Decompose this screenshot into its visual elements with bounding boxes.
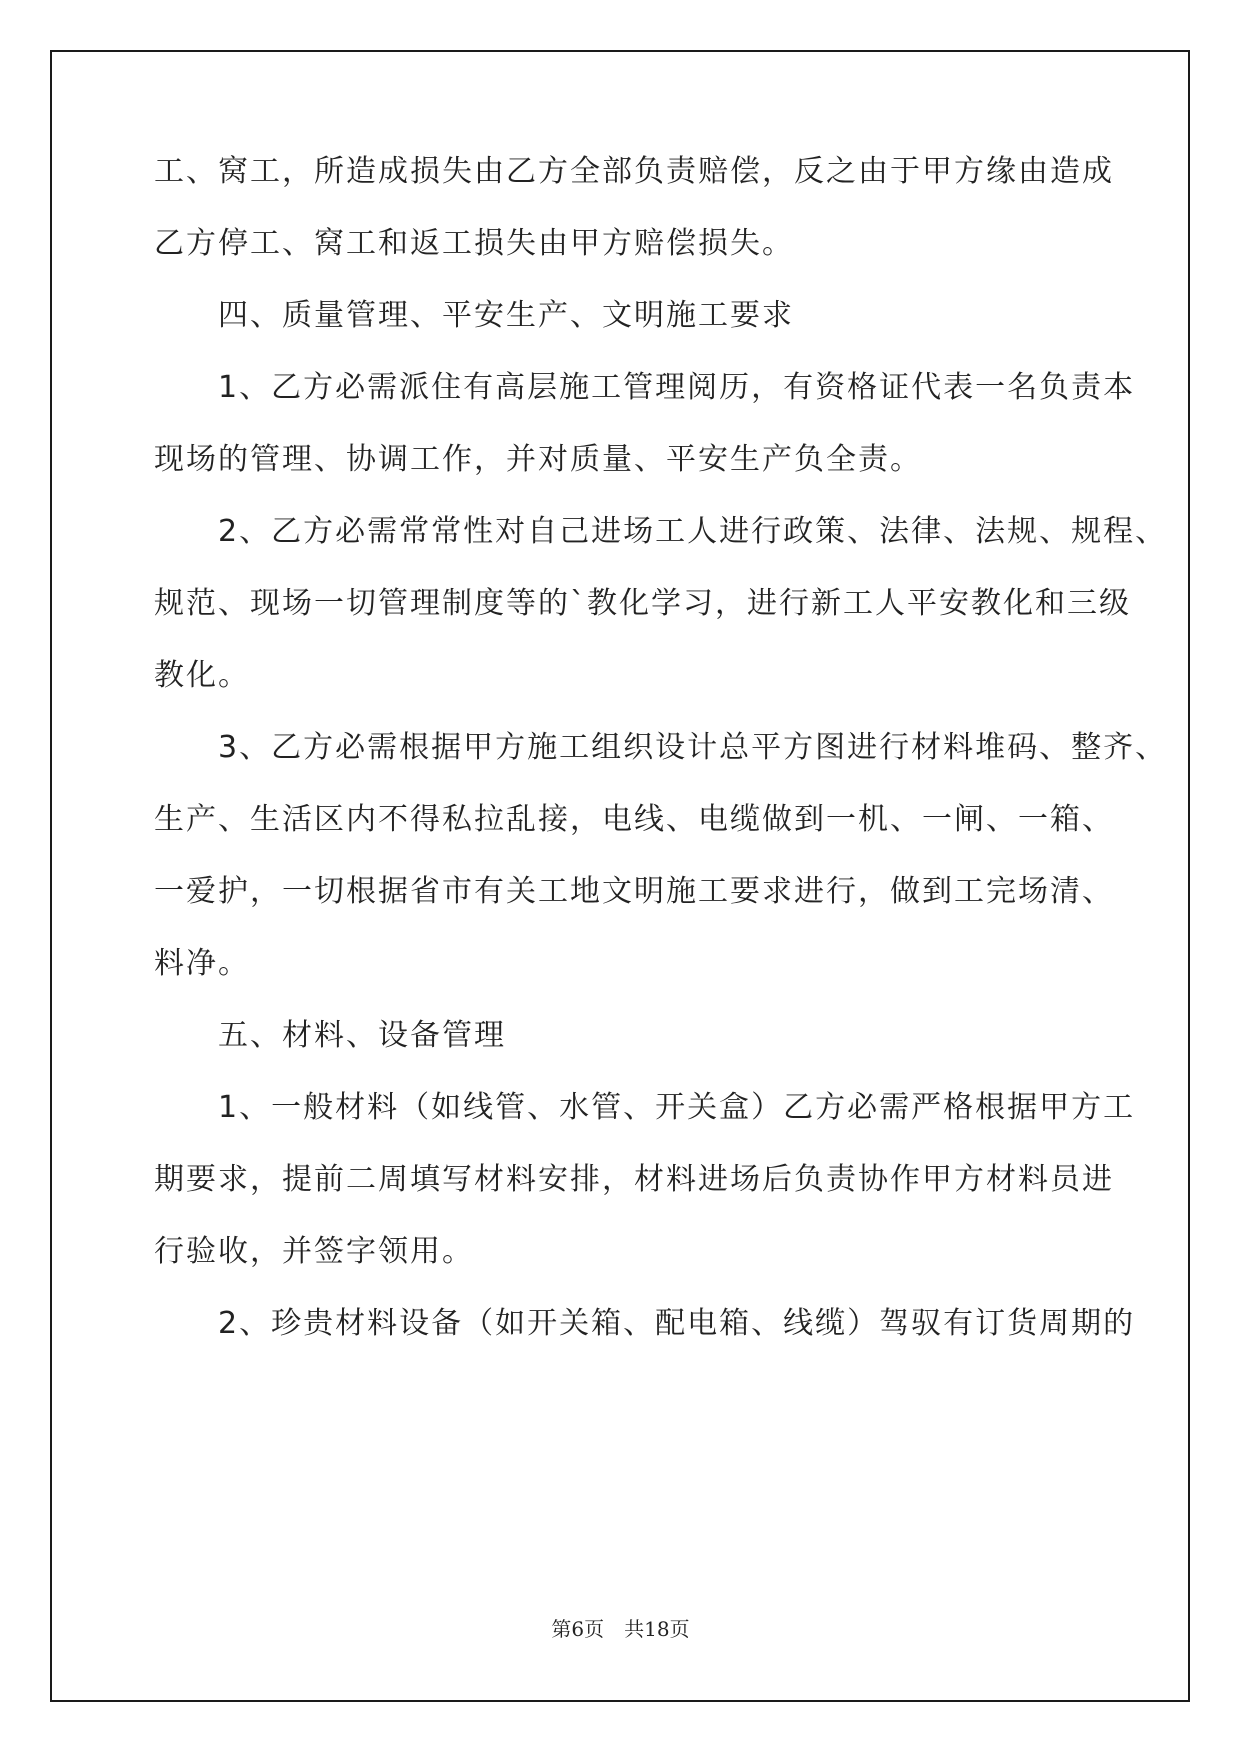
section-heading: 五、材料、设备管理 xyxy=(154,1018,506,1053)
text-line: 现场的管理、协调工作，并对质量、平安生产负全责。 xyxy=(154,442,922,477)
section-heading: 四、质量管理、平安生产、文明施工要求 xyxy=(154,298,794,333)
text-line: 一爱护，一切根据省市有关工地文明施工要求进行，做到工完场清、 xyxy=(154,874,1114,909)
text-line: 期要求，提前二周填写材料安排，材料进场后负责协作甲方材料员进 xyxy=(154,1162,1114,1197)
page-number-label: 第6页 共18页 xyxy=(551,1617,690,1641)
document-body xyxy=(154,154,1168,1341)
text-line: 料净。 xyxy=(154,946,250,981)
text-line: 2、珍贵材料设备（如开关箱、配电箱、线缆）驾驭有订货周期的 xyxy=(154,1306,1136,1341)
text-line: 行验收，并签字领用。 xyxy=(154,1234,474,1269)
text-line: 乙方停工、窝工和返工损失由甲方赔偿损失。 xyxy=(154,226,794,261)
text-line: 规范、现场一切管理制度等的`教化学习，进行新工人平安教化和三级 xyxy=(154,586,1131,621)
text-line: 1、乙方必需派住有高层施工管理阅历，有资格证代表一名负责本 xyxy=(154,370,1136,405)
text-line: 生产、生活区内不得私拉乱接，电线、电缆做到一机、一闸、一箱、 xyxy=(154,802,1114,837)
text-line: 2、乙方必需常常性对自己进场工人进行政策、法律、法规、规程、 xyxy=(154,514,1168,549)
text-line: 教化。 xyxy=(154,658,250,693)
text-line: 3、乙方必需根据甲方施工组织设计总平方图进行材料堆码、整齐、 xyxy=(154,730,1168,765)
text-line: 工、窝工，所造成损失由乙方全部负责赔偿，反之由于甲方缘由造成 xyxy=(154,154,1114,189)
page-footer xyxy=(0,1617,1241,1641)
text-line: 1、一般材料（如线管、水管、开关盒）乙方必需严格根据甲方工 xyxy=(154,1090,1136,1125)
